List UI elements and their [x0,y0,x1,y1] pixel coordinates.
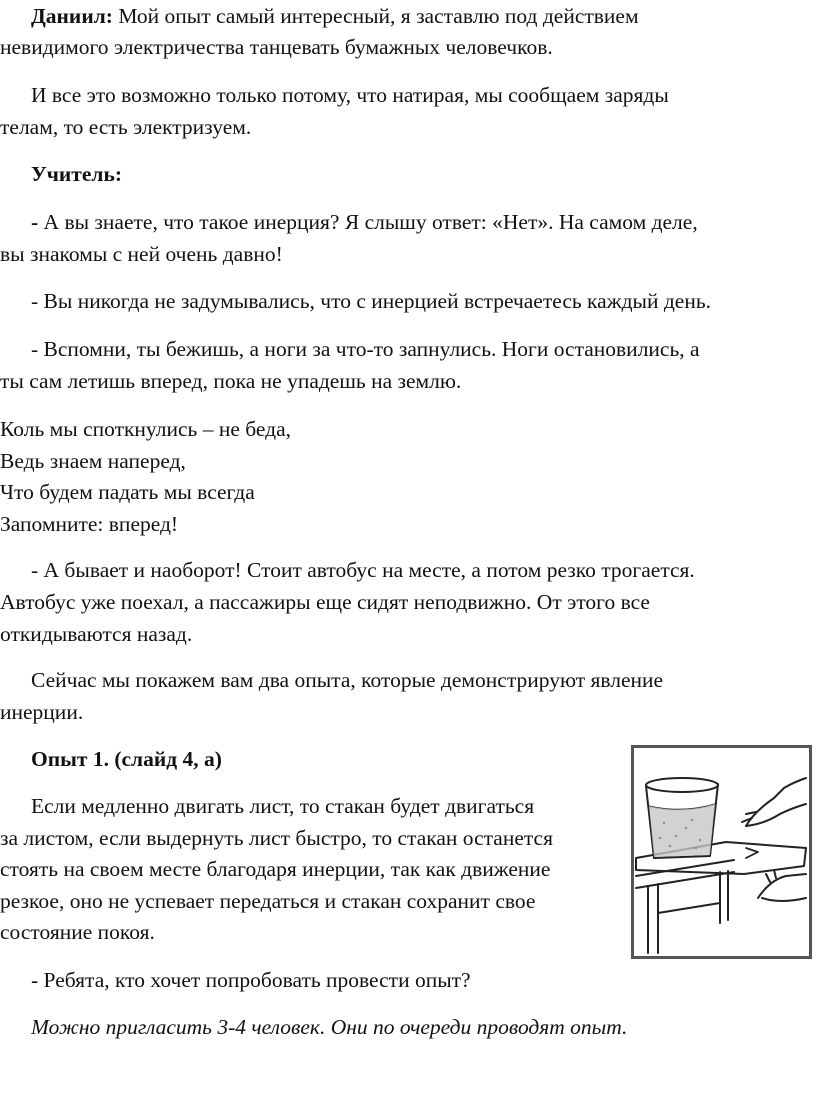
every-day-paragraph: - Вы никогда не задумывались, что с инерцией встречаетесь каждый день. [31,289,712,313]
show-experiments-line-1: Сейчас мы покажем вам два опыта, которые демонстрируют явление [31,668,664,692]
bus-paragraph-line-1: - А бывает и наоборот! Стоит автобус на месте, а потом резко трогается. [31,558,695,582]
invite-note: Можно пригласить 3-4 человек. Они по очереди проводят опыт. [31,1015,628,1039]
poem-line-4: Запомните: вперед! [0,512,179,536]
bus-paragraph-line-2: Автобус уже поехал, а пассажиры еще сидят неподвижно. От этого все [0,590,650,614]
inertia-question-line-2: вы знакомы с ней очень давно! [0,242,283,266]
table-leg-back [720,871,728,923]
experiment-description-line-4: резкое, оно не успевает передаться и стакан сохранит свое [0,889,536,913]
inertia-question-line-1 [31,208,698,236]
poem-line-1: Коль мы споткнулись – не беда, [0,417,292,441]
show-experiments-line-2: инерции. [0,700,84,724]
table-leg-front [648,884,658,953]
lower-hand [758,874,806,898]
experiment-description-line-5: состояние покоя. [0,920,155,944]
experiment-description-line-2: за листом, если выдернуть лист быстро, то стакан останется [0,826,553,850]
experiment-1-title: Опыт 1. (слайд 4, а) [31,747,222,771]
poem-line-2: Ведь знаем наперед, [0,449,186,473]
electrify-paragraph-line-2: телам, то есть электризуем. [0,115,252,139]
water [649,804,715,857]
poem-line-3: Что будем падать мы всегда [0,480,255,504]
upper-hand [746,778,806,826]
pull-arrow [746,848,758,858]
glass-rim [646,778,718,792]
bus-paragraph-line-3: откидываются назад. [0,622,193,646]
teacher-label: Учитель: [31,162,122,186]
speaker-daniil: Даниил: [31,4,113,28]
daniil-paragraph-line-2: невидимого электричества танцевать бумажных человечков. [0,35,553,59]
glass-on-paper-illustration [631,745,812,959]
dash-marker: - [31,210,39,234]
who-wants-paragraph: - Ребята, кто хочет попробовать провести опыт? [31,968,471,992]
electrify-paragraph-line-1: И все это возможно только потому, что натирая, мы сообщаем заряды [31,83,669,107]
daniil-paragraph-line-1 [31,2,639,30]
inertia-question-text: А вы знаете, что такое инерция? Я слышу ответ: «Нет». На самом деле, [43,210,698,234]
experiment-description-line-1: Если медленно двигать лист, то стакан будет двигаться [31,794,535,818]
experiment-description-line-3: стоять на своем месте благодаря инерции, так как движение [0,857,551,881]
running-paragraph-line-1: - Вспомни, ты бежишь, а ноги за что-то запнулись. Ноги остановились, а [31,337,700,361]
running-paragraph-line-2: ты сам летишь вперед, пока не упадешь на землю. [0,369,462,393]
daniil-text: Мой опыт самый интересный, я заставлю под действием [118,4,639,28]
